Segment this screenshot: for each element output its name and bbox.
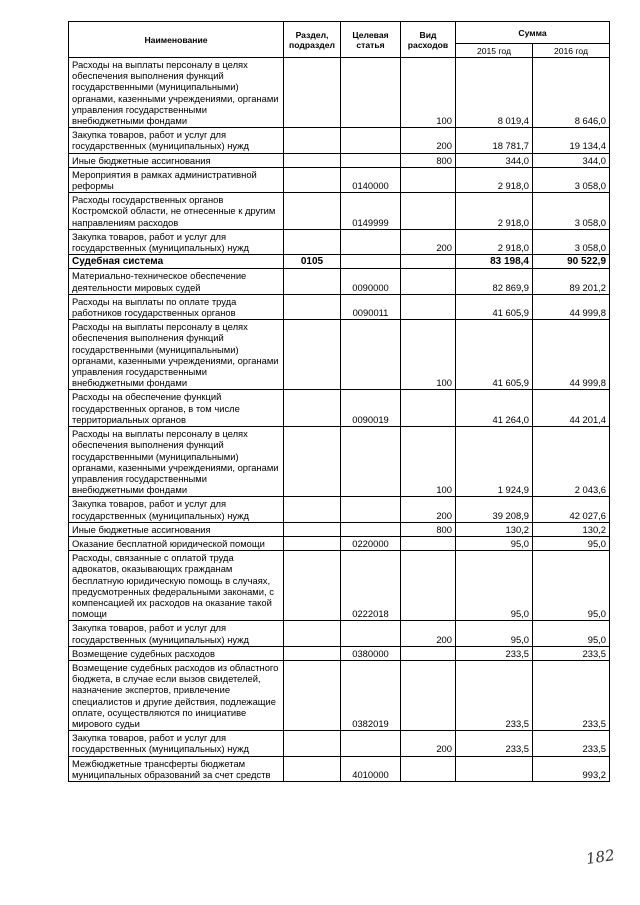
cell-2016: 89 201,2 — [533, 269, 610, 294]
cell-name: Оказание бесплатной юридической помощи — [69, 536, 284, 550]
cell-section — [284, 536, 341, 550]
cell-target — [341, 522, 401, 536]
cell-name: Расходы, связанные с оплатой труда адвокатов, оказывающих гражданам бесплатную юридическую помощь в случаях, предусмотренных федеральными законами, с компенсацией их расходов на оказание такой помощи — [69, 551, 284, 621]
cell-name: Иные бюджетные ассигнования — [69, 522, 284, 536]
cell-kind: 800 — [401, 153, 456, 167]
cell-name: Расходы на обеспечение функций государственных органов, в том числе территориальных органов — [69, 390, 284, 427]
cell-target — [341, 497, 401, 522]
cell-target: 0149999 — [341, 193, 401, 230]
table-row — [69, 390, 610, 427]
table-row — [69, 660, 610, 730]
cell-kind — [401, 193, 456, 230]
cell-name: Расходы на выплаты персоналу в целях обеспечения выполнения функций государственными (муниципальными) органами, казенными учреждениями, органами управления государственными внебюджетными фондами — [69, 427, 284, 497]
budget-table — [68, 21, 610, 782]
cell-name: Межбюджетные трансферты бюджетам муниципальных образований за счет средств — [69, 756, 284, 781]
cell-section — [284, 58, 341, 128]
cell-2016: 44 999,8 — [533, 294, 610, 319]
table-row — [69, 536, 610, 550]
cell-2015: 2 918,0 — [456, 167, 533, 192]
cell-section — [284, 229, 341, 254]
cell-2016: 233,5 — [533, 731, 610, 756]
cell-2015: 344,0 — [456, 153, 533, 167]
cell-kind — [401, 536, 456, 550]
cell-target: 0090000 — [341, 269, 401, 294]
cell-kind: 200 — [401, 497, 456, 522]
cell-2015: 233,5 — [456, 731, 533, 756]
table-row — [69, 551, 610, 621]
header-year-2016: 2016 год — [533, 44, 610, 58]
cell-2015: 2 918,0 — [456, 229, 533, 254]
cell-2016: 130,2 — [533, 522, 610, 536]
cell-kind: 800 — [401, 522, 456, 536]
cell-kind: 100 — [401, 427, 456, 497]
header-target: Целевая статья — [341, 22, 401, 58]
table-row — [69, 427, 610, 497]
header-kind: Вид расходов — [401, 22, 456, 58]
cell-section — [284, 427, 341, 497]
cell-2016: 95,0 — [533, 621, 610, 646]
cell-target — [341, 128, 401, 153]
cell-target — [341, 731, 401, 756]
cell-2016: 19 134,4 — [533, 128, 610, 153]
cell-section — [284, 269, 341, 294]
cell-section — [284, 128, 341, 153]
cell-target — [341, 153, 401, 167]
table-row — [69, 731, 610, 756]
cell-kind: 100 — [401, 58, 456, 128]
cell-2015: 233,5 — [456, 660, 533, 730]
table-body — [69, 58, 610, 782]
cell-name: Закупка товаров, работ и услуг для государственных (муниципальных) нужд — [69, 128, 284, 153]
cell-section — [284, 294, 341, 319]
table-row — [69, 320, 610, 390]
cell-kind — [401, 551, 456, 621]
cell-kind — [401, 390, 456, 427]
cell-kind — [401, 660, 456, 730]
table-row — [69, 193, 610, 230]
cell-section — [284, 621, 341, 646]
cell-section — [284, 497, 341, 522]
cell-section — [284, 660, 341, 730]
cell-target: 0140000 — [341, 167, 401, 192]
table-row — [69, 294, 610, 319]
cell-target: 0382019 — [341, 660, 401, 730]
cell-kind: 200 — [401, 731, 456, 756]
cell-2015: 8 019,4 — [456, 58, 533, 128]
cell-2015: 39 208,9 — [456, 497, 533, 522]
cell-name: Закупка товаров, работ и услуг для государственных (муниципальных) нужд — [69, 731, 284, 756]
cell-2015: 41 264,0 — [456, 390, 533, 427]
cell-2016: 3 058,0 — [533, 167, 610, 192]
table-row — [69, 621, 610, 646]
cell-kind — [401, 269, 456, 294]
cell-2016: 95,0 — [533, 536, 610, 550]
cell-2015: 95,0 — [456, 551, 533, 621]
cell-2016: 90 522,9 — [533, 255, 610, 269]
cell-section — [284, 167, 341, 192]
table-row — [69, 269, 610, 294]
cell-2016: 344,0 — [533, 153, 610, 167]
cell-2015: 83 198,4 — [456, 255, 533, 269]
cell-kind: 200 — [401, 621, 456, 646]
cell-name: Расходы на выплаты персоналу в целях обеспечения выполнения функций государственными (муниципальными) органами, казенными учреждениями, органами управления государственными внебюджетными фондами — [69, 58, 284, 128]
table-row — [69, 522, 610, 536]
cell-kind — [401, 294, 456, 319]
cell-target — [341, 255, 401, 269]
cell-target: 0222018 — [341, 551, 401, 621]
cell-2015: 130,2 — [456, 522, 533, 536]
header-year-2015: 2015 год — [456, 44, 533, 58]
cell-section — [284, 731, 341, 756]
cell-target — [341, 621, 401, 646]
cell-target: 0090019 — [341, 390, 401, 427]
cell-target: 0380000 — [341, 646, 401, 660]
cell-2016: 44 201,4 — [533, 390, 610, 427]
cell-2016: 233,5 — [533, 660, 610, 730]
cell-2015: 41 605,9 — [456, 294, 533, 319]
cell-section — [284, 551, 341, 621]
cell-target — [341, 320, 401, 390]
cell-section — [284, 756, 341, 781]
table-row — [69, 153, 610, 167]
cell-section — [284, 193, 341, 230]
cell-name: Судебная система — [69, 255, 284, 269]
table-row — [69, 167, 610, 192]
cell-name: Закупка товаров, работ и услуг для государственных (муниципальных) нужд — [69, 229, 284, 254]
cell-name: Закупка товаров, работ и услуг для государственных (муниципальных) нужд — [69, 497, 284, 522]
cell-name: Возмещение судебных расходов — [69, 646, 284, 660]
cell-section: 0105 — [284, 255, 341, 269]
cell-kind: 200 — [401, 229, 456, 254]
cell-2016: 8 646,0 — [533, 58, 610, 128]
table-row — [69, 58, 610, 128]
cell-name: Расходы на выплаты по оплате труда работников государственных органов — [69, 294, 284, 319]
cell-2016: 3 058,0 — [533, 193, 610, 230]
cell-2016: 3 058,0 — [533, 229, 610, 254]
cell-target: 4010000 — [341, 756, 401, 781]
table-row — [69, 756, 610, 781]
cell-2016: 233,5 — [533, 646, 610, 660]
cell-2016: 2 043,6 — [533, 427, 610, 497]
cell-section — [284, 153, 341, 167]
table-row — [69, 646, 610, 660]
cell-kind — [401, 756, 456, 781]
cell-name: Возмещение судебных расходов из областного бюджета, в случае если вызов свидетелей, назначение экспертов, привлечение специалистов и другие действия, подлежащие оплате, осуществляются по инициативе мирового судьи — [69, 660, 284, 730]
cell-kind: 100 — [401, 320, 456, 390]
cell-2016: 44 999,8 — [533, 320, 610, 390]
cell-kind — [401, 167, 456, 192]
table-row — [69, 229, 610, 254]
cell-target — [341, 427, 401, 497]
cell-name: Мероприятия в рамках административной реформы — [69, 167, 284, 192]
cell-2015: 95,0 — [456, 536, 533, 550]
header-sum: Сумма — [456, 22, 610, 44]
cell-target: 0090011 — [341, 294, 401, 319]
cell-section — [284, 522, 341, 536]
cell-2015: 1 924,9 — [456, 427, 533, 497]
cell-kind — [401, 255, 456, 269]
cell-section — [284, 320, 341, 390]
cell-2016: 95,0 — [533, 551, 610, 621]
cell-name: Иные бюджетные ассигнования — [69, 153, 284, 167]
cell-name: Расходы государственных органов Костромской области, не отнесенные к другим направлениям расходов — [69, 193, 284, 230]
page-number: 182 — [584, 846, 616, 868]
cell-kind — [401, 646, 456, 660]
cell-section — [284, 646, 341, 660]
cell-2015: 82 869,9 — [456, 269, 533, 294]
cell-2015: 41 605,9 — [456, 320, 533, 390]
cell-section — [284, 390, 341, 427]
cell-2015: 233,5 — [456, 646, 533, 660]
header-section: Раздел, подраздел — [284, 22, 341, 58]
table-row — [69, 497, 610, 522]
cell-target — [341, 229, 401, 254]
cell-name: Расходы на выплаты персоналу в целях обеспечения выполнения функций государственными (муниципальными) органами, казенными учреждениями, органами управления государственными внебюджетными фондами — [69, 320, 284, 390]
cell-2016: 42 027,6 — [533, 497, 610, 522]
cell-2015: 95,0 — [456, 621, 533, 646]
header-name: Наименование — [69, 22, 284, 58]
table-row — [69, 128, 610, 153]
cell-2015 — [456, 756, 533, 781]
cell-name: Материально-техническое обеспечение деятельности мировых судей — [69, 269, 284, 294]
cell-2015: 18 781,7 — [456, 128, 533, 153]
cell-2016: 993,2 — [533, 756, 610, 781]
cell-name: Закупка товаров, работ и услуг для государственных (муниципальных) нужд — [69, 621, 284, 646]
cell-kind: 200 — [401, 128, 456, 153]
cell-2015: 2 918,0 — [456, 193, 533, 230]
cell-target: 0220000 — [341, 536, 401, 550]
cell-target — [341, 58, 401, 128]
table-row — [69, 255, 610, 269]
